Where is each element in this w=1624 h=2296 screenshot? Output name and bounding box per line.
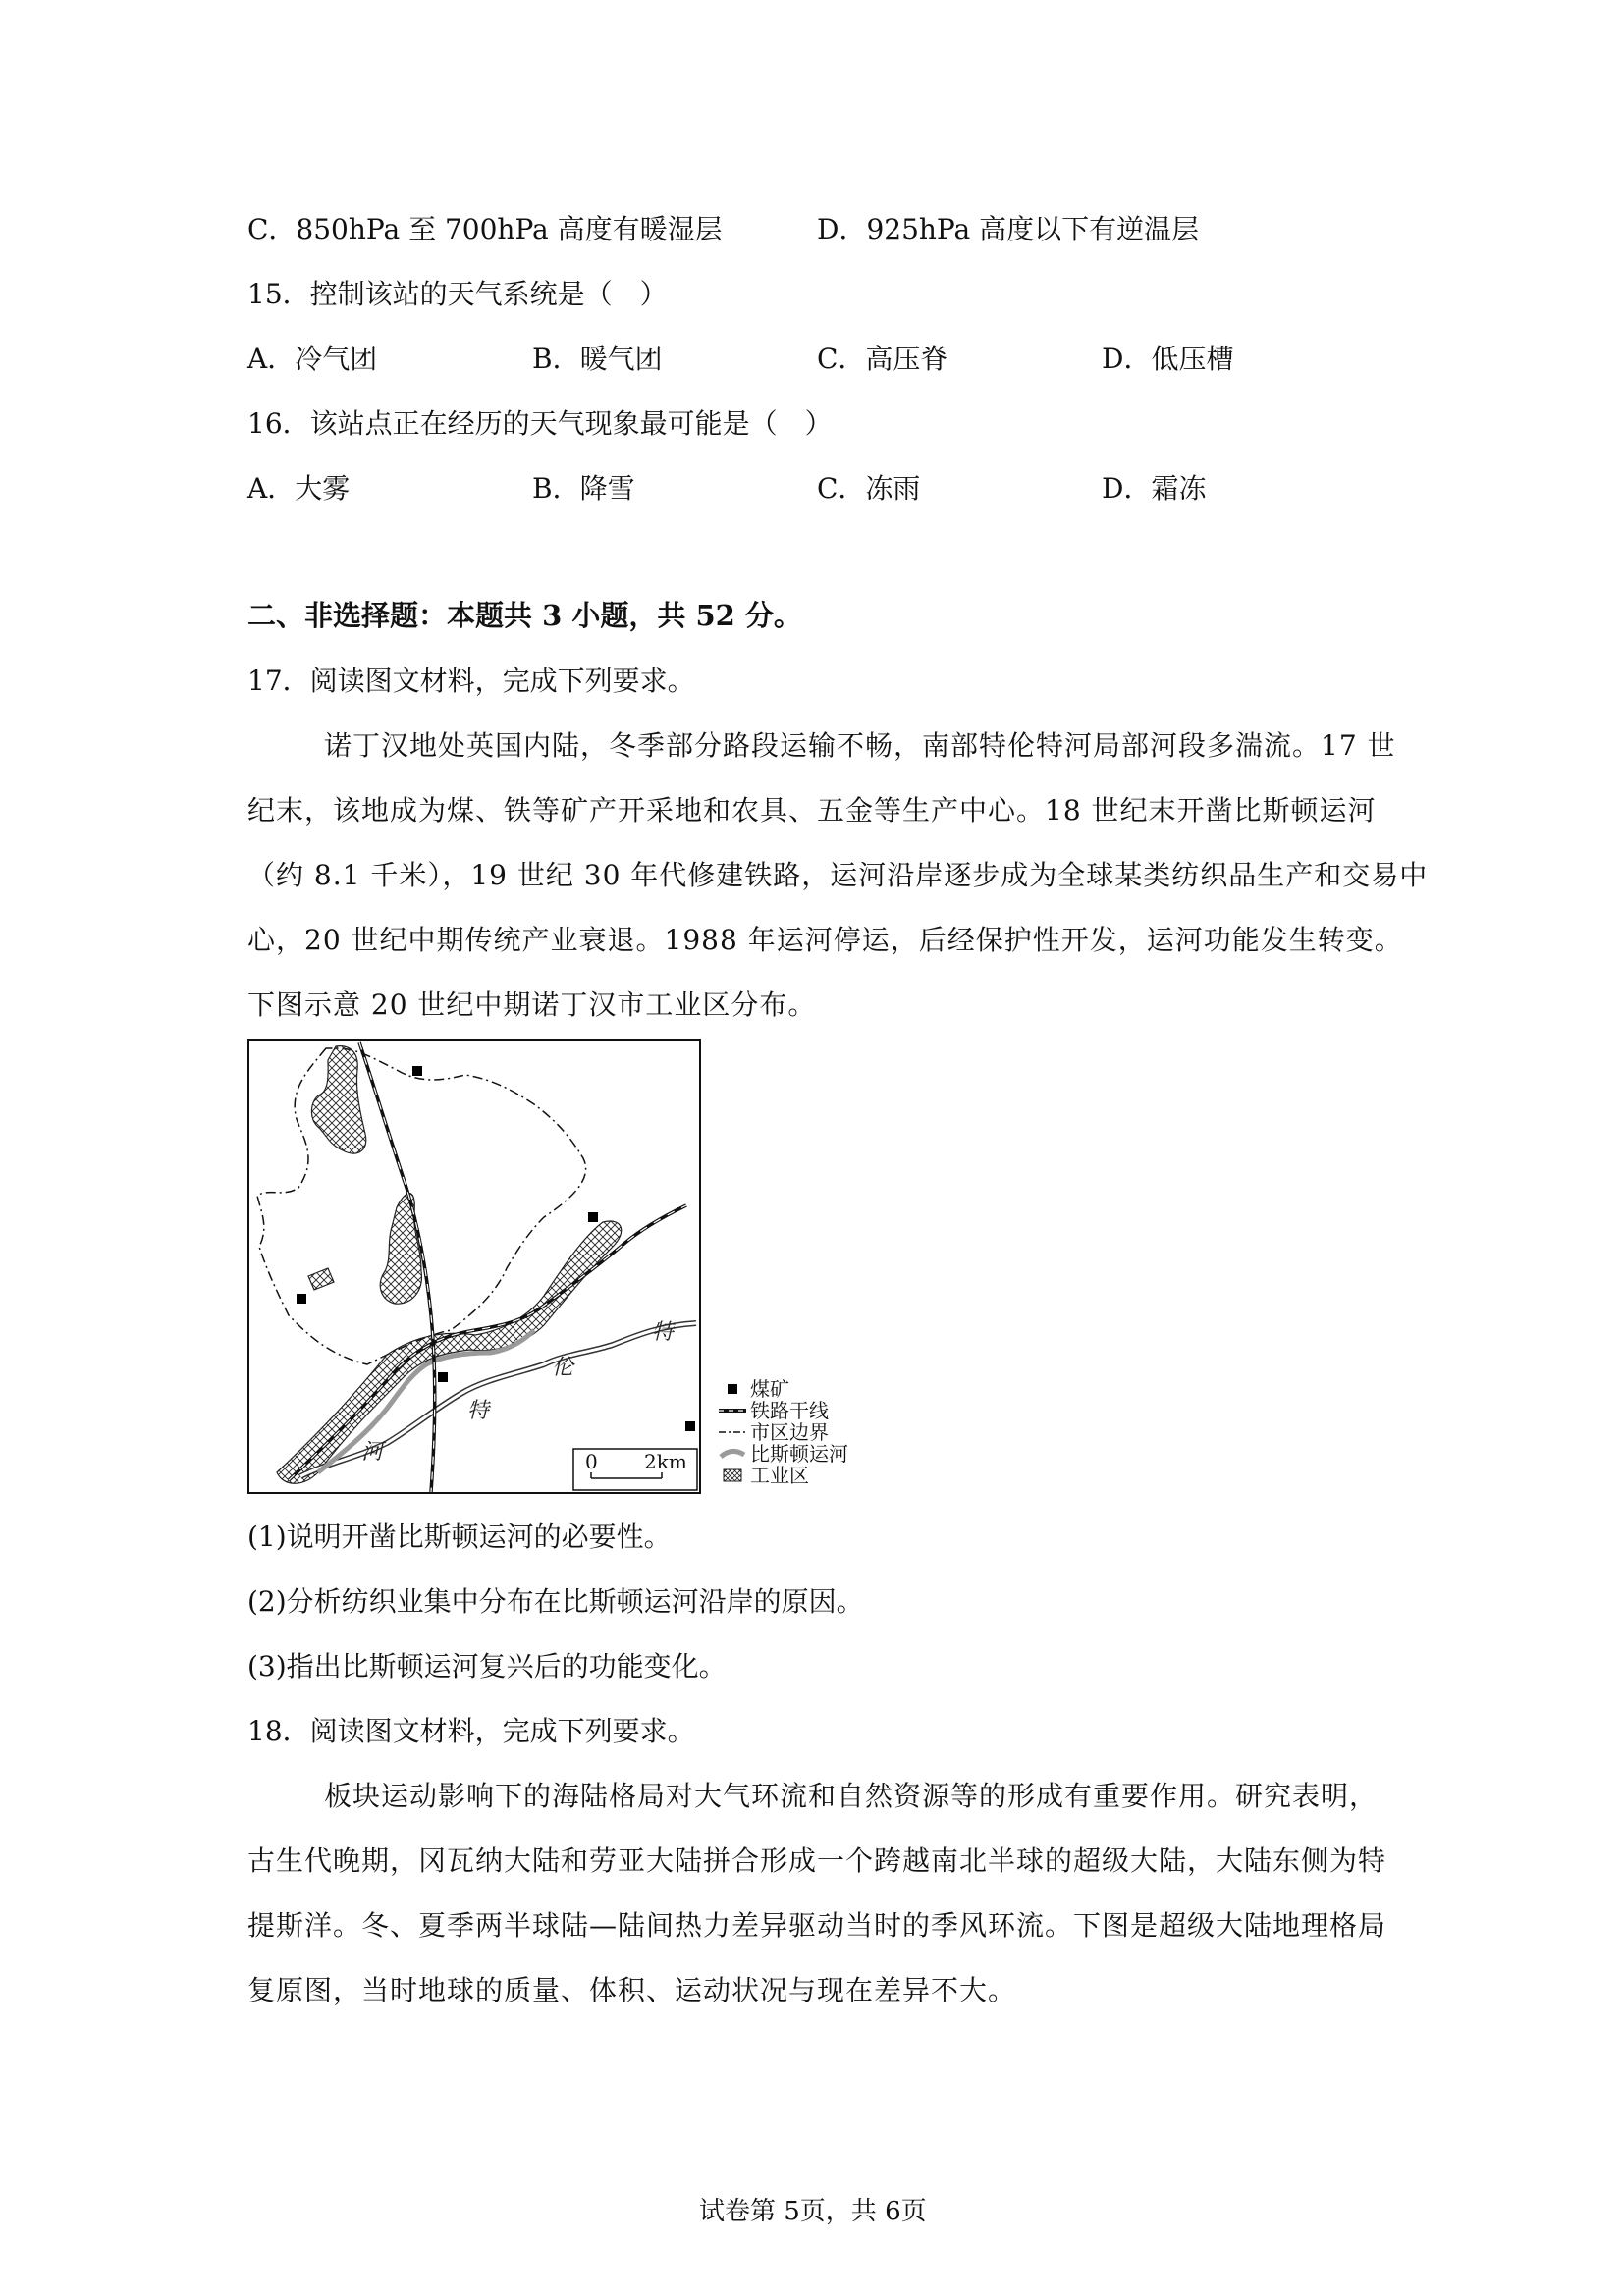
nottingham-industrial-map — [247, 1039, 876, 1500]
legend-item-industrial — [719, 1465, 848, 1486]
q17-subq-3: (3)指出比斯顿运河复兴后的功能变化。 — [247, 1650, 727, 1682]
q15-option-c: C．高压脊 — [817, 343, 948, 375]
coal-mine-marker — [412, 1066, 422, 1076]
river-char-3: 特 — [467, 1399, 490, 1423]
q16-option-c: C．冻雨 — [817, 472, 921, 505]
q15-option-b: B．暖气团 — [532, 343, 663, 375]
legend-label-canal: 比斯顿运河 — [750, 1442, 848, 1466]
q14-option-c: C．850hPa 至 700hPa 高度有暖湿层 — [247, 213, 723, 245]
section2-heading: 二、非选择题：本题共 3 小题，共 52 分。 — [247, 599, 802, 632]
map-legend — [719, 1378, 848, 1486]
q17-stem: 17．阅读图文材料，完成下列要求。 — [247, 665, 695, 697]
coal-mine-icon — [719, 1381, 746, 1397]
q16-option-b: B．降雪 — [532, 472, 635, 505]
q18-para-line-2: 古生代晚期，冈瓦纳大陆和劳亚大陆拼合形成一个跨越南北半球的超级大陆，大陆东侧为特 — [247, 1844, 1387, 1877]
q17-para-line-1: 诺丁汉地处英国内陆，冬季部分路段运输不畅，南部特伦特河局部河段多湍流。17 世 — [324, 729, 1396, 762]
q16-stem: 16．该站点正在经历的天气现象最可能是（ ） — [247, 407, 833, 440]
canal-icon — [719, 1446, 746, 1462]
coal-mine-marker — [438, 1372, 448, 1382]
q18-para-line-1: 板块运动影响下的海陆格局对大气环流和自然资源等的形成有重要作用。研究表明， — [324, 1780, 1379, 1812]
q18-stem: 18．阅读图文材料，完成下列要求。 — [247, 1715, 695, 1747]
legend-item-canal — [719, 1443, 848, 1465]
industrial-zone-north — [311, 1046, 365, 1153]
river-char-1: 特 — [652, 1320, 675, 1345]
legend-label-coal: 煤矿 — [750, 1377, 789, 1401]
coal-mine-marker — [588, 1212, 598, 1222]
railway-icon — [719, 1403, 746, 1418]
q17-subq-2: (2)分析纺织业集中分布在比斯顿运河沿岸的原因。 — [247, 1585, 864, 1618]
legend-item-boundary — [719, 1421, 848, 1443]
q15-option-a: A．冷气团 — [247, 343, 378, 375]
scale-label: 2km — [644, 1450, 687, 1473]
map-frame — [247, 1039, 701, 1494]
q16-option-a: A．大雾 — [247, 472, 351, 505]
river-char-2: 伦 — [552, 1356, 574, 1380]
q17-subq-1: (1)说明开凿比斯顿运河的必要性。 — [247, 1521, 672, 1553]
industrial-zone-small — [308, 1268, 334, 1290]
coal-mine-marker — [297, 1294, 306, 1304]
map-svg — [249, 1041, 699, 1492]
q15-stem: 15．控制该站的天气系统是（ ） — [247, 278, 668, 310]
industrial-zone-central — [380, 1194, 421, 1305]
q17-para-line-5: 下图示意 20 世纪中期诺丁汉市工业区分布。 — [247, 988, 817, 1021]
page-footer: 试卷第 5页，共 6页 — [699, 2197, 927, 2226]
legend-item-coal — [719, 1378, 848, 1400]
river-char-4: 河 — [361, 1440, 384, 1465]
q17-para-line-3: （约 8.1 千米），19 世纪 30 年代修建铁路，运河沿岸逐步成为全球某类纺织品生产和交易中 — [247, 859, 1429, 891]
scale-zero: 0 — [585, 1450, 598, 1473]
q14-option-d: D．925hPa 高度以下有逆温层 — [817, 213, 1200, 245]
legend-item-railway — [719, 1400, 848, 1421]
q18-para-line-4: 复原图，当时地球的质量、体积、运动状况与现在差异不大。 — [247, 1974, 1017, 2006]
q17-para-line-2: 纪末，该地成为煤、铁等矿产开采地和农具、五金等生产中心。18 世纪末开凿比斯顿运河 — [247, 794, 1377, 827]
industrial-zone-icon — [719, 1468, 746, 1483]
coal-mine-marker — [685, 1421, 695, 1431]
q17-para-line-4: 心，20 世纪中期传统产业衰退。1988 年运河停运，后经保护性开发，运河功能发生转变。 — [247, 924, 1403, 956]
q16-option-d: D．霜冻 — [1102, 472, 1207, 505]
legend-label-boundary: 市区边界 — [750, 1420, 829, 1444]
legend-label-railway: 铁路干线 — [750, 1399, 829, 1422]
q18-para-line-3: 提斯洋。冬、夏季两半球陆—陆间热力差异驱动当时的季风环流。下图是超级大陆地理格局 — [247, 1909, 1387, 1942]
industrial-zone-valley — [277, 1221, 622, 1483]
q15-option-d: D．低压槽 — [1102, 343, 1234, 375]
boundary-icon — [719, 1424, 746, 1440]
legend-label-industrial: 工业区 — [750, 1464, 809, 1487]
